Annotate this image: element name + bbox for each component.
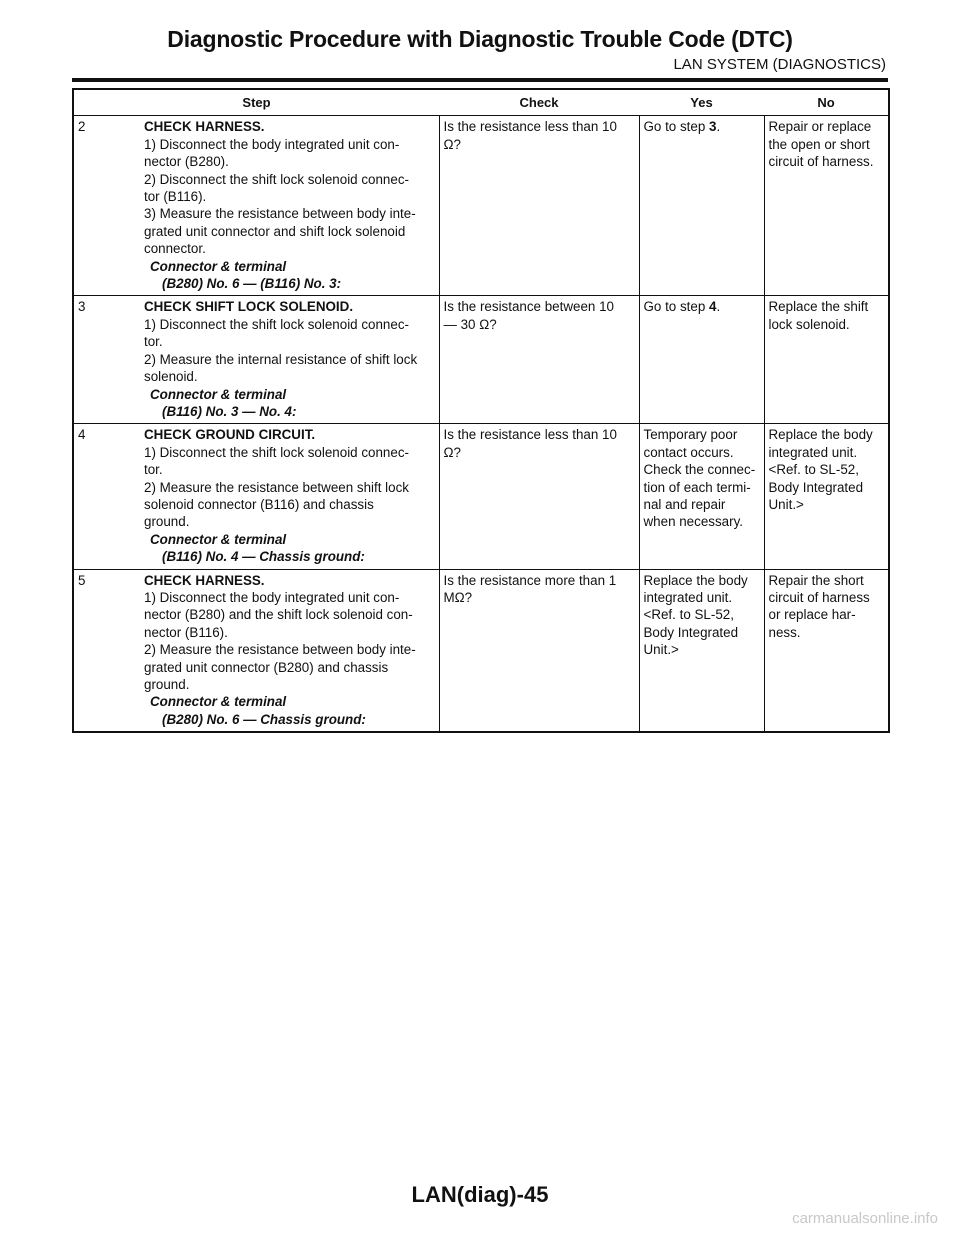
connector-terminal-label: Connector & terminal: [150, 258, 287, 274]
connector-terminal-value: (B280) No. 6 — (B116) No. 3:: [162, 276, 342, 292]
step-cell: [73, 424, 439, 569]
step-line: nector (B280) and the shift lock solenoid con-: [144, 607, 413, 623]
yes-line: when necessary.: [643, 514, 743, 530]
page-number-label: LAN(diag)-45: [411, 1182, 549, 1207]
step-line: solenoid.: [144, 369, 198, 385]
no-line: circuit of harness.: [768, 154, 874, 170]
yes-step-link[interactable]: 3: [709, 119, 717, 135]
header-no: No: [764, 89, 889, 116]
check-cell: [439, 296, 639, 424]
yes-cell: [639, 296, 764, 424]
connector-terminal-value: (B116) No. 3 — No. 4:: [162, 403, 297, 419]
step-line: 2) Measure the resistance between body inte-: [144, 642, 416, 658]
yes-line: contact occurs.: [643, 444, 734, 460]
step-line: 2) Disconnect the shift lock solenoid connec-: [144, 171, 409, 187]
connector-terminal-label: Connector & terminal: [150, 386, 287, 402]
step-line: tor.: [144, 334, 163, 350]
connector-terminal-label: Connector & terminal: [150, 694, 287, 710]
step-line: 2) Measure the internal resistance of shift lock: [144, 351, 418, 367]
step-heading: CHECK GROUND CIRCUIT.: [144, 427, 316, 443]
check-cell: [439, 569, 639, 732]
step-line: ground.: [144, 677, 190, 692]
step-line: nector (B280).: [144, 154, 229, 170]
no-line: Replace the body: [768, 427, 873, 443]
yes-step-link[interactable]: 4: [709, 299, 717, 315]
no-cell: [764, 296, 889, 424]
step-line: 1) Disconnect the shift lock solenoid connec-: [144, 316, 409, 332]
diagnostic-table: [72, 88, 890, 733]
step-cell: [73, 569, 439, 732]
step-cell: [73, 116, 439, 296]
no-line: ness.: [768, 624, 801, 640]
check-line: Ω?: [443, 444, 461, 460]
step-number: 5: [78, 572, 86, 588]
connector-terminal-value: (B116) No. 4 — Chassis ground:: [162, 549, 365, 565]
step-cell: [73, 296, 439, 424]
check-cell: [439, 424, 639, 569]
connector-terminal-value: (B280) No. 6 — Chassis ground:: [162, 711, 366, 727]
table-row: [73, 424, 889, 569]
yes-line: nal and repair: [643, 496, 726, 512]
no-line: circuit of harness: [768, 589, 870, 605]
step-line: tor.: [144, 462, 163, 478]
check-line: Is the resistance between 10: [443, 299, 614, 315]
header-yes: Yes: [639, 89, 764, 116]
no-cell: [764, 569, 889, 732]
step-line: tor (B116).: [144, 189, 207, 205]
no-line: the open or short: [768, 136, 870, 152]
step-number: 3: [78, 299, 86, 315]
step-line: connector.: [144, 241, 206, 257]
step-line: 2) Measure the resistance between shift lock: [144, 479, 409, 495]
ref-link[interactable]: Unit.>: [768, 496, 804, 512]
ref-link[interactable]: Body Integrated: [643, 624, 739, 640]
step-line: 1) Disconnect the body integrated unit con-: [144, 136, 400, 152]
no-line: or replace har-: [768, 607, 856, 623]
check-line: MΩ?: [443, 589, 473, 605]
step-line: 1) Disconnect the shift lock solenoid connec-: [144, 444, 409, 460]
check-line: Is the resistance less than 10: [443, 427, 617, 443]
step-number: 2: [78, 119, 86, 135]
step-line: 1) Disconnect the body integrated unit con-: [144, 589, 400, 605]
table-row: [73, 569, 889, 732]
no-line: Repair the short: [768, 572, 864, 588]
step-heading: CHECK HARNESS.: [144, 119, 265, 135]
step-number: 4: [78, 427, 86, 443]
step-line: solenoid connector (B116) and chassis: [144, 496, 374, 512]
no-line: lock solenoid.: [768, 316, 850, 332]
ref-link[interactable]: <Ref. to SL-52,: [643, 607, 734, 623]
yes-end: .: [716, 299, 721, 315]
check-cell: [439, 116, 639, 296]
check-line: Ω?: [443, 136, 461, 152]
step-line: grated unit connector (B280) and chassis: [144, 659, 389, 675]
header-check: Check: [439, 89, 639, 116]
table-row: [73, 116, 889, 296]
watermark: carmanualsonline.info: [792, 1210, 938, 1227]
yes-line: tion of each termi-: [643, 479, 751, 495]
no-cell: [764, 116, 889, 296]
page-title: Diagnostic Procedure with Diagnostic Trouble Code (DTC): [167, 26, 793, 52]
step-heading: CHECK HARNESS.: [144, 572, 265, 588]
no-line: integrated unit.: [768, 444, 858, 460]
table-row: [73, 296, 889, 424]
step-line: ground.: [144, 514, 190, 530]
section-subtitle: LAN SYSTEM (DIAGNOSTICS): [673, 56, 886, 73]
table-header-row: [73, 89, 889, 116]
check-line: Is the resistance more than 1: [443, 572, 617, 588]
yes-text: Go to step: [643, 119, 710, 135]
no-line: Repair or replace: [768, 119, 872, 135]
header-step: Step: [73, 89, 439, 116]
step-heading: CHECK SHIFT LOCK SOLENOID.: [144, 299, 354, 315]
yes-line: Temporary poor: [643, 427, 738, 443]
ref-link[interactable]: <Ref. to SL-52,: [768, 462, 859, 478]
step-line: 3) Measure the resistance between body inte-: [144, 206, 416, 222]
check-line: Is the resistance less than 10: [443, 119, 617, 135]
step-line: nector (B116).: [144, 624, 228, 640]
header-rule: [72, 78, 888, 82]
yes-line: Check the connec-: [643, 462, 756, 478]
no-line: Replace the shift: [768, 299, 869, 315]
step-line: grated unit connector and shift lock solenoid: [144, 223, 406, 239]
yes-cell: [639, 569, 764, 732]
yes-cell: [639, 116, 764, 296]
yes-text: Go to step: [643, 299, 710, 315]
ref-link[interactable]: Body Integrated: [768, 479, 864, 495]
yes-line: integrated unit.: [643, 589, 733, 605]
connector-terminal-label: Connector & terminal: [150, 531, 287, 547]
check-line: — 30 Ω?: [443, 316, 497, 332]
yes-cell: [639, 424, 764, 569]
yes-line: Replace the body: [643, 572, 748, 588]
yes-end: .: [716, 119, 721, 135]
no-cell: [764, 424, 889, 569]
ref-link[interactable]: Unit.>: [643, 642, 679, 658]
